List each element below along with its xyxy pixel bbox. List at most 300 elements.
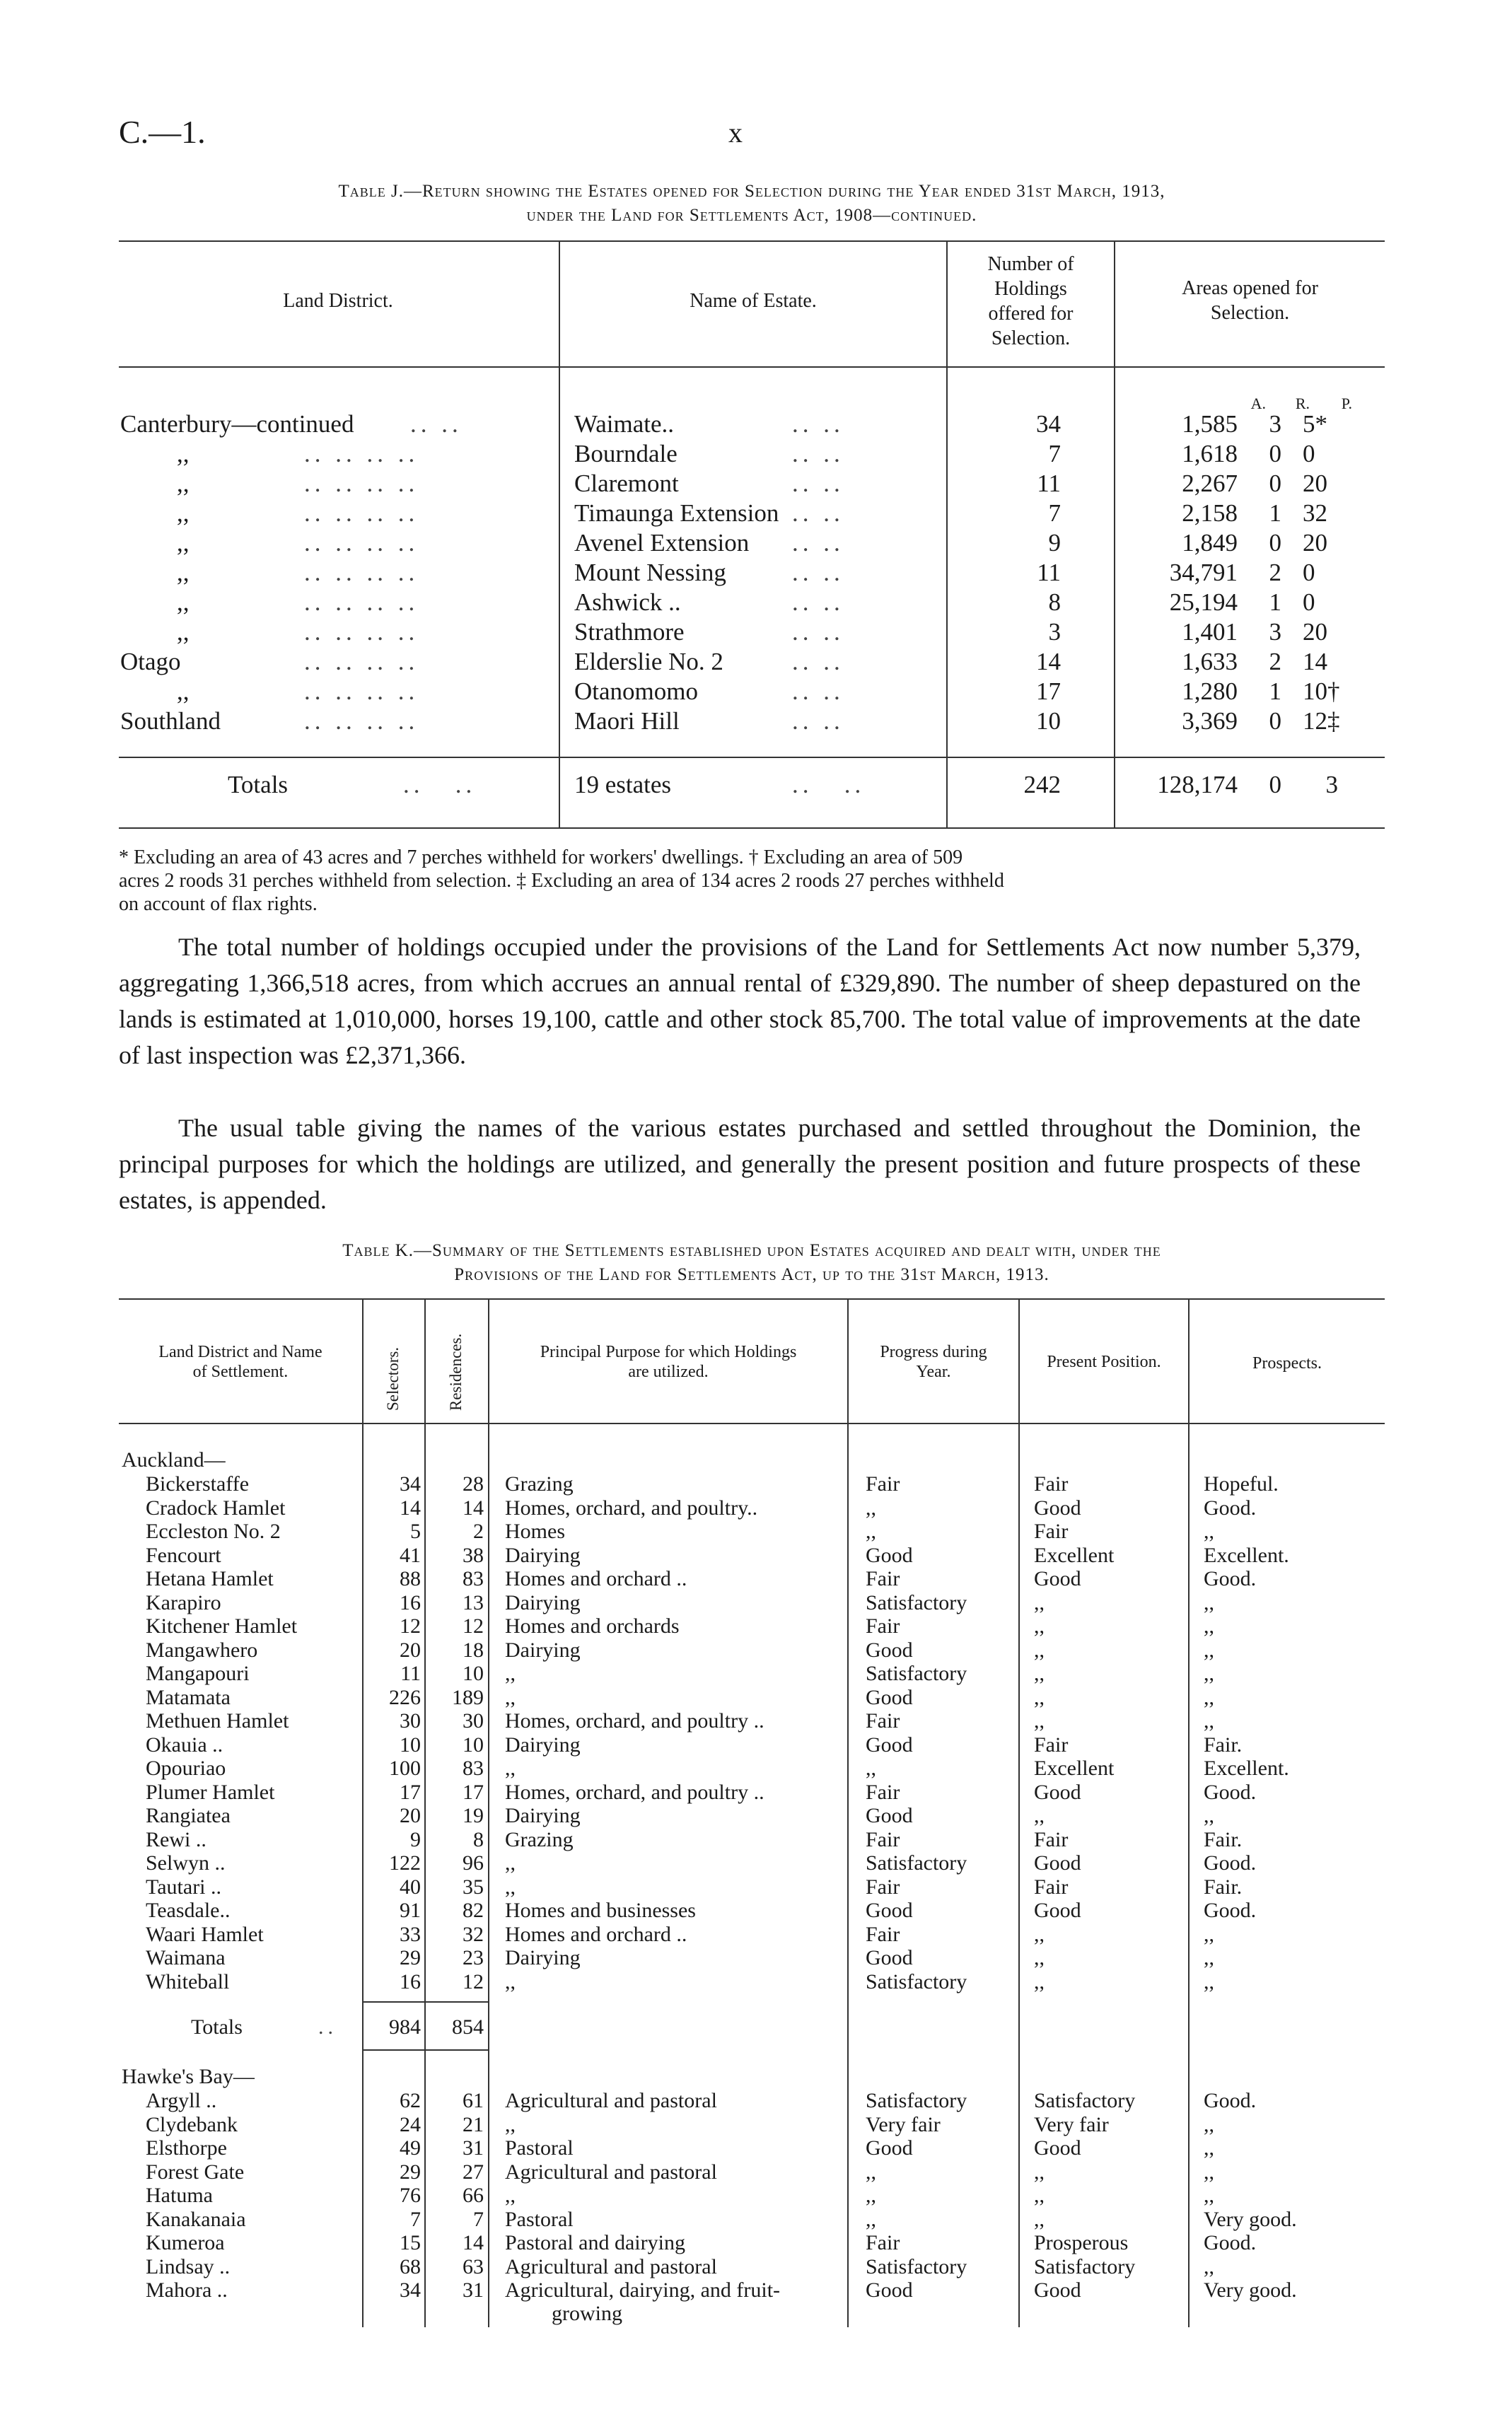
- area-acres: 34,791: [1169, 559, 1238, 586]
- present-position: ,,: [1034, 2160, 1045, 2184]
- residences-count: 18: [463, 1638, 484, 1662]
- area-acres: 1,618: [1182, 440, 1238, 467]
- settlement-name: Mahora ..: [146, 2278, 228, 2302]
- progress-during-year: ,,: [866, 2184, 876, 2207]
- table-j-row: [0, 559, 1512, 588]
- prospects: Very good.: [1204, 2207, 1297, 2231]
- principal-purpose: ,,: [505, 2112, 516, 2136]
- settlement-row: [0, 2231, 1512, 2255]
- settlement-row: [0, 2113, 1512, 2137]
- prospects: Hopeful.: [1204, 1472, 1279, 1496]
- residences-count: 8: [473, 1827, 484, 1851]
- land-district: ,,: [177, 588, 190, 616]
- principal-purpose: Dairying: [505, 1638, 581, 1662]
- principal-purpose: Homes, orchard, and poultry ..: [505, 1709, 764, 1733]
- present-position: ,,: [1034, 1709, 1045, 1733]
- area-perches: 20: [1303, 470, 1327, 497]
- selectors-count: 20: [400, 1804, 421, 1827]
- area-roods: 0: [1269, 529, 1281, 557]
- col-header-settlement: Land District and Name of Settlement.: [158, 1343, 322, 1381]
- area-roods: 1: [1269, 588, 1281, 616]
- residences-count: 12: [463, 1969, 484, 1993]
- selectors-count: 5: [410, 1520, 421, 1543]
- present-position: ,,: [1034, 1638, 1045, 1662]
- present-position: ,,: [1034, 1685, 1045, 1709]
- settlement-name: Forest Gate: [146, 2160, 245, 2184]
- paragraph-table-intro: The usual table giving the names of the various estates purchased and settled throughout the Dominion, the principal purposes for which the holdings are utilized, and generally the present position and future prospects of these estates, is appended.: [119, 1114, 1361, 1214]
- present-position: Fair: [1034, 1827, 1069, 1851]
- selectors-count: 76: [400, 2184, 421, 2207]
- area-perches: 14: [1303, 648, 1327, 675]
- principal-purpose: Pastoral: [505, 2136, 574, 2160]
- principal-purpose: Pastoral and dairying: [505, 2231, 685, 2254]
- prospects: Good.: [1204, 1567, 1257, 1590]
- leader-dots: .. ..: [410, 410, 463, 438]
- present-position: Satisfactory: [1034, 2089, 1136, 2112]
- selectors-count: 10: [400, 1733, 421, 1757]
- area-acres: 1,585: [1182, 410, 1238, 438]
- leader-dots: .. .. .. ..: [304, 588, 419, 616]
- settlement-row: [0, 2255, 1512, 2279]
- settlement-row: [0, 1757, 1512, 1781]
- land-district: Southland: [120, 707, 221, 735]
- settlement-name: Opouriao: [146, 1757, 226, 1780]
- selectors-count: 91: [400, 1899, 421, 1922]
- settlement-name: Okauia ..: [146, 1733, 223, 1757]
- residences-count: 32: [463, 1922, 484, 1946]
- settlement-name: Cradock Hamlet: [146, 1496, 286, 1520]
- settlement-name: Selwyn ..: [146, 1851, 226, 1875]
- prospects: ,,: [1204, 1638, 1214, 1662]
- settlement-name: Whiteball: [146, 1969, 230, 1993]
- table-j-row: [0, 410, 1512, 440]
- holdings-offered: 34: [1036, 410, 1061, 438]
- area-acres: 1,401: [1182, 618, 1238, 646]
- leader-dots: .. .. .. ..: [304, 618, 419, 646]
- land-district: ,,: [177, 499, 190, 527]
- area-perches: 20: [1303, 529, 1327, 557]
- selectors-count: 68: [400, 2254, 421, 2278]
- principal-purpose: Homes, orchard, and poultry ..: [505, 1780, 764, 1804]
- holdings-offered: 11: [1037, 559, 1061, 586]
- progress-during-year: Satisfactory: [866, 1969, 967, 1993]
- progress-during-year: Fair: [866, 1567, 900, 1590]
- settlement-name: Karapiro: [146, 1590, 221, 1614]
- area-roods: 3: [1269, 410, 1281, 438]
- area-roods: 3: [1269, 618, 1281, 646]
- area-roods: 0: [1269, 707, 1281, 735]
- settlement-name: Kumeroa: [146, 2231, 225, 2254]
- totals-rule-top: [362, 2001, 488, 2003]
- prospects: ,,: [1204, 2184, 1214, 2207]
- residences-count: 13: [463, 1590, 484, 1614]
- settlement-row: [0, 2278, 1512, 2325]
- area-perches: 32: [1303, 499, 1327, 527]
- prospects: Good.: [1204, 1780, 1257, 1804]
- area-acres: 3,369: [1182, 707, 1238, 735]
- settlement-row: [0, 2184, 1512, 2208]
- settlement-name: Rewi ..: [146, 1827, 207, 1851]
- table-j-row: [0, 707, 1512, 737]
- settlement-name: Clydebank: [146, 2112, 238, 2136]
- prospects: Very good.: [1204, 2278, 1297, 2302]
- area-roods: 2: [1269, 648, 1281, 675]
- leader-dots: .. .. .. ..: [304, 707, 419, 735]
- progress-during-year: Satisfactory: [866, 1851, 967, 1875]
- progress-during-year: ,,: [866, 2160, 876, 2184]
- col-header-residences: Residences.: [447, 1333, 465, 1411]
- land-district: ,,: [177, 677, 190, 705]
- selectors-count: 34: [400, 2278, 421, 2302]
- prospects: Excellent.: [1204, 1543, 1289, 1567]
- progress-during-year: Fair: [866, 1614, 900, 1638]
- prospects: ,,: [1204, 1614, 1214, 1638]
- selectors-count: 49: [400, 2136, 421, 2160]
- principal-purpose: Homes and orchard ..: [505, 1567, 687, 1590]
- prospects: Good.: [1204, 1851, 1257, 1875]
- progress-during-year: Satisfactory: [866, 1590, 967, 1614]
- settlement-name: Matamata: [146, 1685, 231, 1709]
- prospects: ,,: [1204, 2112, 1214, 2136]
- leader-dots: .. ..: [792, 470, 844, 497]
- residences-count: 10: [463, 1662, 484, 1685]
- paragraph-holdings-summary: The total number of holdings occupied under the provisions of the Land for Settlements Act now number 5,379, aggregating 1,366,518 acres, from which accrues an annual rental of £329,890. The number of sheep depastured on the lands is estimated at 1,010,000, horses 19,100, cattle and other stock 85,700. The total value of improvements at the date of last inspection was £2,371,366.: [119, 933, 1361, 1069]
- leader-dots: .. .. .. ..: [304, 470, 419, 497]
- settlement-row: [0, 1733, 1512, 1757]
- selectors-count: 17: [400, 1780, 421, 1804]
- table-j-row: [0, 529, 1512, 559]
- progress-during-year: Very fair: [866, 2112, 941, 2136]
- progress-during-year: Good: [866, 1804, 913, 1827]
- footnote-line2: acres 2 roods 31 perches withheld from selection. ‡ Excluding an area of 134 acres 2 roods 27 perches withheld: [119, 870, 1004, 892]
- area-perches: 10†: [1303, 677, 1340, 705]
- present-position: Good: [1034, 1567, 1081, 1590]
- progress-during-year: ,,: [866, 1757, 876, 1780]
- table-j-row: [0, 470, 1512, 499]
- progress-during-year: Good: [866, 1899, 913, 1922]
- residences-count: 19: [463, 1804, 484, 1827]
- selectors-count: 40: [400, 1875, 421, 1899]
- settlement-row: [0, 1781, 1512, 1805]
- col-header-purpose: Principal Purpose for which Holdings are utilized.: [540, 1343, 797, 1381]
- estate-name: Maori Hill: [574, 707, 680, 735]
- estate-name: Strathmore: [574, 618, 685, 646]
- principal-purpose: ,,: [505, 1875, 516, 1899]
- principal-purpose: Dairying: [505, 1733, 581, 1757]
- residences-count: 21: [463, 2112, 484, 2136]
- residences-count: 66: [463, 2184, 484, 2207]
- settlement-row: [0, 1946, 1512, 1970]
- land-district: ,,: [177, 529, 190, 557]
- present-position: ,,: [1034, 1946, 1045, 1969]
- land-district: ,,: [177, 470, 190, 497]
- selectors-count: 29: [400, 2160, 421, 2184]
- residences-count: 96: [463, 1851, 484, 1875]
- selectors-count: 100: [389, 1757, 421, 1780]
- area-perches: 20: [1303, 618, 1327, 646]
- present-position: Excellent: [1034, 1757, 1115, 1780]
- table-k-header-rule: [119, 1423, 1385, 1424]
- selectors-count: 62: [400, 2089, 421, 2112]
- progress-during-year: Fair: [866, 1827, 900, 1851]
- table-j-totals-rule: [119, 757, 1385, 758]
- residences-count: 14: [463, 1496, 484, 1520]
- present-position: ,,: [1034, 2207, 1045, 2231]
- settlement-row: [0, 1662, 1512, 1686]
- progress-during-year: ,,: [866, 1520, 876, 1543]
- prospects: ,,: [1204, 2160, 1214, 2184]
- area-perches: 0: [1303, 588, 1315, 616]
- principal-purpose: ,,: [505, 1685, 516, 1709]
- principal-purpose: ,,: [505, 1969, 516, 1993]
- leader-dots: .. ..: [792, 529, 844, 557]
- selectors-count: 16: [400, 1969, 421, 1993]
- principal-purpose: Homes and orchard ..: [505, 1922, 687, 1946]
- area-perches: 12‡: [1303, 707, 1340, 735]
- district-heading-auckland: Auckland—: [122, 1448, 226, 1472]
- principal-purpose: ,,: [505, 1757, 516, 1780]
- leader-dots: .. ..: [792, 588, 844, 616]
- residences-count: 38: [463, 1543, 484, 1567]
- settlement-row: [0, 1899, 1512, 1923]
- principal-purpose: Homes: [505, 1520, 565, 1543]
- leader-dots: .. ..: [792, 648, 844, 675]
- principal-purpose: Dairying: [505, 1543, 581, 1567]
- district-heading-hawkes-bay: Hawke's Bay—: [122, 2065, 255, 2088]
- present-position: ,,: [1034, 1922, 1045, 1946]
- settlement-row: [0, 1923, 1512, 1947]
- table-j-totals-row: Totals .. .. 19 estates .. .. 242 128,174 0 3: [228, 771, 1338, 798]
- selectors-count: 41: [400, 1543, 421, 1567]
- prospects: Fair.: [1204, 1733, 1243, 1757]
- area-roods: 1: [1269, 677, 1281, 705]
- land-district: Otago: [120, 648, 181, 675]
- present-position: ,,: [1034, 1614, 1045, 1638]
- totals-rule-bottom: [362, 2049, 488, 2051]
- settlement-name: Eccleston No. 2: [146, 1520, 281, 1543]
- area-roods: 0: [1269, 440, 1281, 467]
- settlement-name: Rangiatea: [146, 1804, 231, 1827]
- land-district: Canterbury—continued: [120, 410, 354, 438]
- present-position: Good: [1034, 2136, 1081, 2160]
- settlement-row: [0, 1638, 1512, 1663]
- prospects: ,,: [1204, 1685, 1214, 1709]
- area-roods: 0: [1269, 470, 1281, 497]
- leader-dots: .. ..: [792, 707, 844, 735]
- estate-name: Bourndale: [574, 440, 678, 467]
- principal-purpose: Dairying: [505, 1590, 581, 1614]
- present-position: Very fair: [1034, 2112, 1109, 2136]
- settlement-row: [0, 1686, 1512, 1710]
- area-acres: 2,158: [1182, 499, 1238, 527]
- auckland-totals-row: Totals .. 984 854: [191, 2015, 484, 2039]
- present-position: ,,: [1034, 1804, 1045, 1827]
- table-j-header-rule: [119, 366, 1385, 368]
- progress-during-year: Fair: [866, 1922, 900, 1946]
- page-numeral: x: [728, 117, 743, 149]
- selectors-count: 122: [389, 1851, 421, 1875]
- area-roods: 1: [1269, 499, 1281, 527]
- settlement-row: [0, 1567, 1512, 1591]
- principal-purpose: ,,: [505, 1851, 516, 1875]
- area-acres: 1,849: [1182, 529, 1238, 557]
- prospects: Fair.: [1204, 1875, 1243, 1899]
- settlement-name: Hetana Hamlet: [146, 1567, 274, 1590]
- residences-count: 28: [463, 1472, 484, 1496]
- settlement-row: [0, 1544, 1512, 1568]
- col-header-estate-name: Name of Estate.: [690, 290, 817, 312]
- leader-dots: .. .. .. ..: [304, 440, 419, 467]
- prospects: ,,: [1204, 2136, 1214, 2160]
- settlement-name: Bickerstaffe: [146, 1472, 250, 1496]
- settlement-name: Methuen Hamlet: [146, 1709, 289, 1733]
- estate-name: Otanomomo: [574, 677, 698, 705]
- table-j-caption-line2: under the Land for Settlements Act, 1908—continued.: [526, 206, 977, 225]
- progress-during-year: Fair: [866, 1472, 900, 1496]
- residences-count: 23: [463, 1946, 484, 1969]
- principal-purpose: Agricultural, dairying, and fruit-: [505, 2278, 781, 2302]
- area-acres: 1,633: [1182, 648, 1238, 675]
- leader-dots: .. .. .. ..: [304, 648, 419, 675]
- selectors-count: 29: [400, 1946, 421, 1969]
- estate-name: Avenel Extension: [574, 529, 750, 557]
- progress-during-year: Satisfactory: [866, 1662, 967, 1685]
- prospects: Good.: [1204, 2231, 1257, 2254]
- progress-during-year: Good: [866, 1543, 913, 1567]
- table-j-caption-line1: Table J.—Return showing the Estates opened for Selection during the Year ended 31st March, 1913,: [338, 182, 1165, 201]
- settlement-row: [0, 2208, 1512, 2232]
- holdings-offered: 10: [1036, 707, 1061, 735]
- principal-purpose-continued: growing: [552, 2302, 622, 2325]
- table-k-caption-line2: Provisions of the Land for Settlements Act, up to the 31st March, 1913.: [454, 1265, 1049, 1284]
- estate-name: Claremont: [574, 470, 679, 497]
- progress-during-year: Fair: [866, 1780, 900, 1804]
- present-position: Prosperous: [1034, 2231, 1129, 2254]
- holdings-offered: 9: [1048, 529, 1061, 557]
- prospects: ,,: [1204, 1922, 1214, 1946]
- settlement-row: [0, 1828, 1512, 1852]
- residences-count: 83: [463, 1757, 484, 1780]
- document-code: C.—1.: [119, 114, 206, 150]
- prospects: ,,: [1204, 1804, 1214, 1827]
- prospects: Excellent.: [1204, 1757, 1289, 1780]
- estate-name: Waimate..: [574, 410, 675, 438]
- present-position: Good: [1034, 1780, 1081, 1804]
- principal-purpose: Agricultural and pastoral: [505, 2254, 717, 2278]
- leader-dots: .. ..: [792, 410, 844, 438]
- settlement-row: [0, 1520, 1512, 1544]
- area-perches: 0: [1303, 440, 1315, 467]
- table-j-row: [0, 440, 1512, 470]
- selectors-count: 11: [400, 1662, 421, 1685]
- settlement-row: [0, 1496, 1512, 1520]
- present-position: ,,: [1034, 1662, 1045, 1685]
- residences-count: 63: [463, 2254, 484, 2278]
- selectors-count: 30: [400, 1709, 421, 1733]
- present-position: Satisfactory: [1034, 2254, 1136, 2278]
- residences-count: 10: [463, 1733, 484, 1757]
- settlement-row: [0, 1804, 1512, 1828]
- prospects: ,,: [1204, 1590, 1214, 1614]
- settlement-name: Kitchener Hamlet: [146, 1614, 298, 1638]
- principal-purpose: Dairying: [505, 1946, 581, 1969]
- table-j-bottom-rule: [119, 827, 1385, 829]
- settlement-row: [0, 1970, 1512, 1994]
- prospects: ,,: [1204, 1662, 1214, 1685]
- residences-count: 7: [473, 2207, 484, 2231]
- settlement-name: Mangapouri: [146, 1662, 250, 1685]
- leader-dots: .. ..: [792, 618, 844, 646]
- present-position: Fair: [1034, 1875, 1069, 1899]
- settlement-name: Kanakanaia: [146, 2207, 246, 2231]
- leader-dots: .. .. .. ..: [304, 529, 419, 557]
- principal-purpose: Grazing: [505, 1472, 574, 1496]
- principal-purpose: Pastoral: [505, 2207, 574, 2231]
- progress-during-year: Good: [866, 2278, 913, 2302]
- settlement-name: Teasdale..: [146, 1899, 231, 1922]
- table-k-caption-line1: Table K.—Summary of the Settlements established upon Estates acquired and dealt with, under the: [342, 1241, 1161, 1260]
- progress-during-year: Good: [866, 2136, 913, 2160]
- selectors-count: 15: [400, 2231, 421, 2254]
- col-header-holdings: Number of Holdings offered for Selection.: [987, 253, 1074, 349]
- settlement-name: Fencourt: [146, 1543, 221, 1567]
- residences-count: 17: [463, 1780, 484, 1804]
- principal-purpose: Agricultural and pastoral: [505, 2089, 717, 2112]
- area-acres: 2,267: [1182, 470, 1238, 497]
- present-position: Good: [1034, 1851, 1081, 1875]
- prospects: ,,: [1204, 1969, 1214, 1993]
- holdings-offered: 17: [1036, 677, 1061, 705]
- residences-count: 27: [463, 2160, 484, 2184]
- table-j-row: [0, 677, 1512, 707]
- settlement-name: Mangawhero: [146, 1638, 258, 1662]
- progress-during-year: ,,: [866, 1496, 876, 1520]
- selectors-count: 34: [400, 1472, 421, 1496]
- estate-name: Timaunga Extension: [574, 499, 779, 527]
- area-perches: 0: [1303, 559, 1315, 586]
- present-position: Good: [1034, 1496, 1081, 1520]
- leader-dots: .. ..: [792, 559, 844, 586]
- settlement-row: [0, 1591, 1512, 1615]
- principal-purpose: Agricultural and pastoral: [505, 2160, 717, 2184]
- holdings-offered: 7: [1048, 499, 1061, 527]
- progress-during-year: Fair: [866, 1875, 900, 1899]
- holdings-offered: 7: [1048, 440, 1061, 467]
- table-k-top-rule: [119, 1298, 1385, 1300]
- col-header-selectors: Selectors.: [384, 1346, 402, 1411]
- prospects: Good.: [1204, 2089, 1257, 2112]
- selectors-count: 24: [400, 2112, 421, 2136]
- prospects: ,,: [1204, 2254, 1214, 2278]
- progress-during-year: Fair: [866, 2231, 900, 2254]
- settlement-name: Elsthorpe: [146, 2136, 227, 2160]
- principal-purpose: ,,: [505, 2184, 516, 2207]
- selectors-count: 7: [410, 2207, 421, 2231]
- residences-count: 14: [463, 2231, 484, 2254]
- selectors-count: 226: [389, 1685, 421, 1709]
- settlement-name: Hatuma: [146, 2184, 213, 2207]
- residences-count: 189: [452, 1685, 484, 1709]
- progress-during-year: ,,: [866, 2207, 876, 2231]
- residences-count: 83: [463, 1567, 484, 1590]
- leader-dots: .. .. .. ..: [304, 559, 419, 586]
- present-position: Fair: [1034, 1733, 1069, 1757]
- prospects: Good.: [1204, 1899, 1257, 1922]
- selectors-count: 20: [400, 1638, 421, 1662]
- col-header-land-district: Land District.: [283, 290, 393, 312]
- settlement-name: Waimana: [146, 1946, 226, 1969]
- leader-dots: .. .. .. ..: [304, 499, 419, 527]
